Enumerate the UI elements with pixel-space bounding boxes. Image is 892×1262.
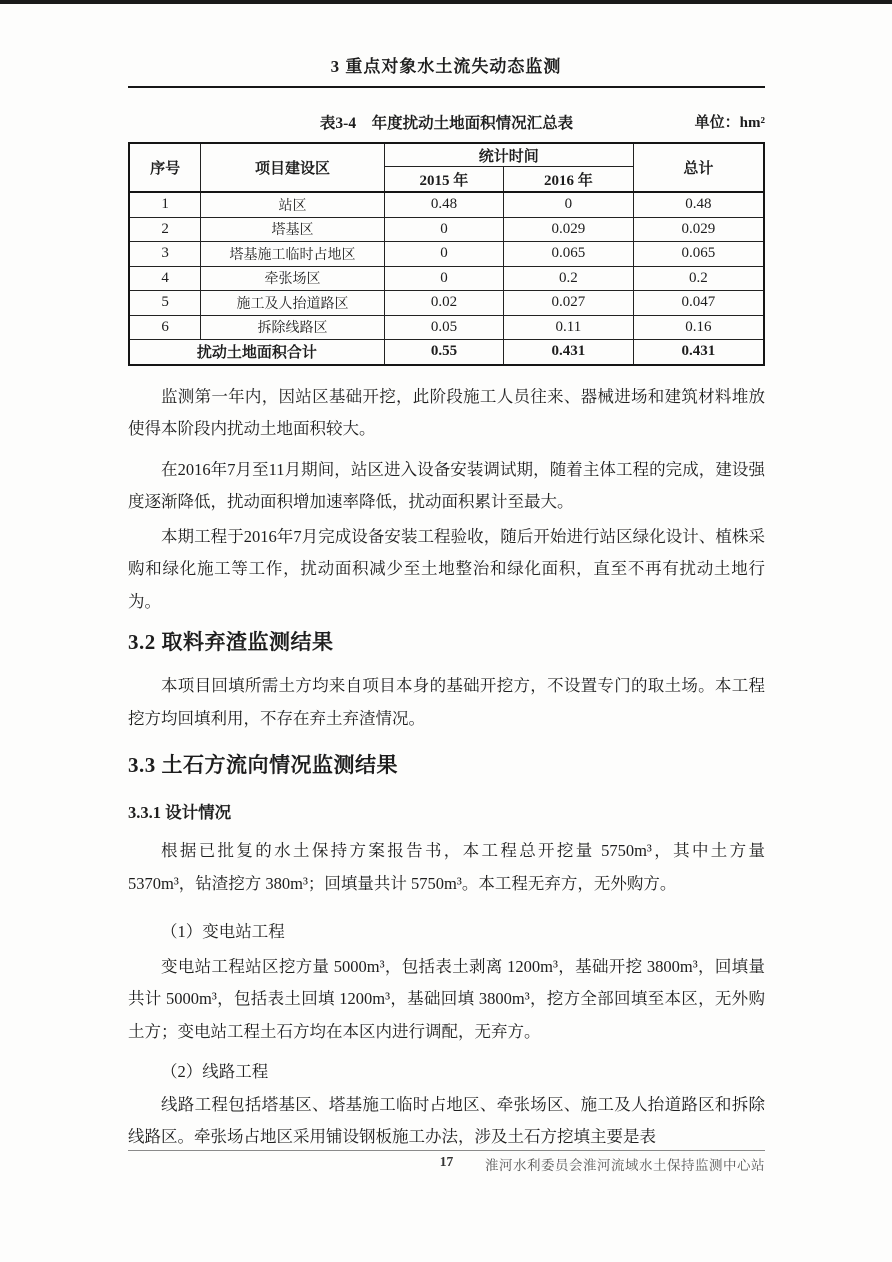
cell-index: 2 — [129, 217, 201, 242]
paragraph: 本期工程于2016年7月完成设备安装工程验收，随后开始进行站区绿化设计、植株采购和绿化施工等工作，扰动面积减少至土地整治和绿化面积，直至不再有扰动土地行为。 — [128, 526, 765, 611]
col-header-time-group: 统计时间 — [384, 143, 633, 167]
paragraph: 本项目回填所需土方均来自项目本身的基础开挖方，不设置专门的取土场。本工程挖方均回填利用，不存在弃土弃渣情况。 — [128, 676, 765, 728]
list-item-heading: （1）变电站工程 — [161, 922, 285, 941]
disturbed-land-summary-table — [128, 142, 765, 366]
col-header-2016: 2016 年 — [504, 167, 634, 193]
paragraph: 线路工程包括塔基区、塔基施工临时占地区、牵张场区、施工及人抬道路区和拆除线路区。牵张场占地区采用铺设钢板施工办法，涉及土石方挖填主要是表 — [128, 1094, 765, 1146]
cell-2015: 0.02 — [384, 291, 503, 316]
cell-total: 0.48 — [633, 192, 764, 217]
document-content — [128, 111, 765, 1154]
cell-zone: 塔基区 — [201, 217, 385, 242]
cell-zone: 塔基施工临时占地区 — [201, 242, 385, 267]
footer-row — [128, 1151, 765, 1174]
scan-edge-top — [0, 0, 892, 4]
list-item-heading: （2）线路工程 — [161, 1062, 269, 1081]
table-unit-label: 单位：hm² — [694, 115, 765, 131]
col-header-index: 序号 — [129, 143, 201, 192]
table-row — [129, 315, 764, 340]
section-heading-3-2: 3.2 取料弃渣监测结果 — [128, 630, 334, 654]
cell-2015: 0 — [384, 242, 503, 267]
cell-zone: 站区 — [201, 192, 385, 217]
page-header-title: 3 重点对象水土流失动态监测 — [330, 57, 562, 76]
cell-zone: 拆除线路区 — [201, 315, 385, 340]
total-2015: 0.55 — [384, 340, 503, 365]
paragraph: 在2016年7月至11月期间，站区进入设备安装调试期，随着主体工程的完成，建设强度逐渐降低，扰动面积增加速率降低，扰动面积累计至最大。 — [128, 459, 765, 511]
total-overall: 0.431 — [633, 340, 764, 365]
cell-total: 0.029 — [633, 217, 764, 242]
table-row — [129, 291, 764, 316]
table-header-row-1 — [129, 143, 764, 167]
cell-2015: 0 — [384, 217, 503, 242]
cell-total: 0.16 — [633, 315, 764, 340]
cell-total: 0.2 — [633, 266, 764, 291]
subsection-heading-3-3-1: 3.3.1 设计情况 — [128, 803, 232, 822]
cell-2015: 0.05 — [384, 315, 503, 340]
cell-index: 6 — [129, 315, 201, 340]
footer-organization: 淮河水利委员会淮河流域水土保持监测中心站 — [485, 1158, 765, 1173]
table-caption: 表3-4 年度扰动土地面积情况汇总表 — [319, 115, 574, 132]
header-rule — [128, 86, 765, 88]
table-caption-row — [128, 111, 765, 133]
cell-index: 4 — [129, 266, 201, 291]
cell-2015: 0 — [384, 266, 503, 291]
page-number: 17 — [439, 1154, 454, 1169]
cell-zone: 牵张场区 — [201, 266, 385, 291]
cell-index: 3 — [129, 242, 201, 267]
page-footer — [128, 1150, 765, 1174]
total-2016: 0.431 — [504, 340, 634, 365]
cell-index: 5 — [129, 291, 201, 316]
table-row — [129, 217, 764, 242]
paragraph: 根据已批复的水土保持方案报告书，本工程总开挖量 5750m³，其中土方量 5370m³，钻渣挖方 380m³；回填量共计 5750m³。本工程无弃方，无外购方。 — [128, 841, 765, 893]
paragraph: 变电站工程站区挖方量 5000m³，包括表土剥离 1200m³，基础开挖 3800m³，回填量共计 5000m³，包括表土回填 1200m³，基础回填 3800m³，挖方全部回填至本区，无外购土方；变电站工程土石方均在本区内进行调配，无弃方。 — [128, 956, 765, 1041]
cell-2016: 0.065 — [504, 242, 634, 267]
cell-2016: 0.2 — [504, 266, 634, 291]
col-header-total: 总计 — [633, 143, 764, 192]
cell-2016: 0.029 — [504, 217, 634, 242]
paragraph: 监测第一年内，因站区基础开挖，此阶段施工人员往来、器械进场和建筑材料堆放使得本阶段内扰动土地面积较大。 — [128, 386, 765, 438]
cell-index: 1 — [129, 192, 201, 217]
col-header-2015: 2015 年 — [384, 167, 503, 193]
col-header-zone: 项目建设区 — [201, 143, 385, 192]
table-total-row — [129, 340, 764, 365]
cell-2016: 0 — [504, 192, 634, 217]
cell-zone: 施工及人抬道路区 — [201, 291, 385, 316]
cell-total: 0.065 — [633, 242, 764, 267]
cell-2016: 0.027 — [504, 291, 634, 316]
cell-2016: 0.11 — [504, 315, 634, 340]
cell-2015: 0.48 — [384, 192, 503, 217]
table-row — [129, 242, 764, 267]
table-row — [129, 192, 764, 217]
section-heading-3-3: 3.3 土石方流向情况监测结果 — [128, 753, 398, 777]
table-row — [129, 266, 764, 291]
cell-total: 0.047 — [633, 291, 764, 316]
total-row-label: 扰动土地面积合计 — [129, 340, 384, 365]
